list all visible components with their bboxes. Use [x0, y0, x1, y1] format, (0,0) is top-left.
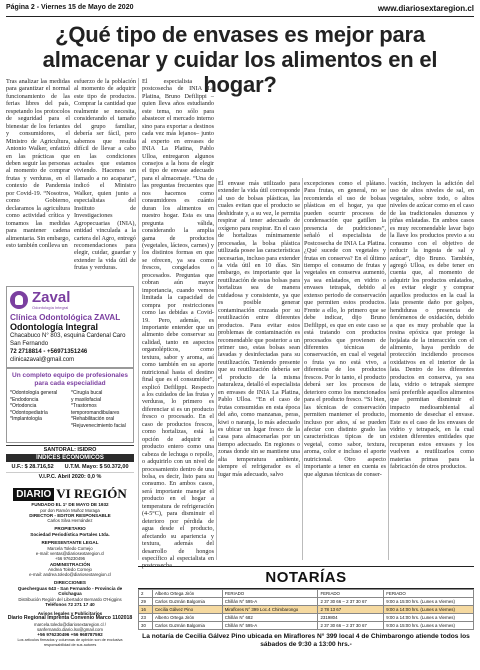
notaria-cell: 2 78 13 67: [318, 606, 384, 614]
print-label: Diario Regional Imprenta Convenio Marco 1102018: [7, 615, 133, 622]
disclaimer: Los artículos firmados y columnas de opinión son de exclusiva responsabilidad de sus autores: [17, 637, 123, 647]
founder: por don Ramón Muñoz Moraga: [40, 507, 100, 513]
notaria-cell: 2 37 30 66 – 2 37 30 67: [318, 622, 384, 630]
specialty-item: *Rehabilitación oral: [71, 416, 115, 422]
admin-name: Andrea Toledo Cornejo: [48, 567, 92, 573]
notaria-cell: FERIADO: [318, 590, 384, 598]
founded: FUNDADO EL 1° DE MAYO DE 1932: [31, 502, 109, 507]
notaria-cell: Carlos Guzmán Balgomia: [152, 622, 222, 630]
notaria-cell: 9:00 a 14:00 hrs. (Lunes a Viernes): [384, 606, 474, 614]
page-header: [6, 4, 474, 15]
zaval-address: Chacabuco N° 803, esquina Cardenal Caro: [10, 333, 126, 339]
zaval-title: Clínica Odontológica ZAVAL: [10, 313, 121, 322]
headline: ¿Qué tipo de envases es mejor para almacenar y cuidar los alimentos en el hogar?: [42, 22, 438, 97]
team-col-right: [71, 390, 130, 429]
column-rule: [388, 178, 389, 560]
newspaper-logo: [6, 486, 134, 502]
specialty-item: *Ortodoncia: [10, 403, 37, 409]
notarias-table: [138, 589, 474, 630]
zaval-city: San Fernando: [10, 341, 49, 347]
specialty-item: temporomandibulares: [71, 409, 120, 416]
notaria-cell: 23: [139, 614, 153, 622]
sales-label: Avisos legales y Publicitarios: [37, 610, 103, 616]
zaval-ad[interactable]: [6, 286, 134, 368]
logo-part-b: VI REGIÓN: [56, 486, 127, 501]
notaria-cell: Cecilia Gálvez Pino: [152, 606, 222, 614]
notarias-footer: La notaría de Cecilia Gálvez Pino ubicada en Miraflores N° 399 local 4 de Chimbarongo atiende todos los sábados de 9:30 a 13:00 hrs.-: [142, 633, 470, 648]
owner-name: Sociedad Periodística Portales Ltda.: [30, 531, 110, 537]
column-rule: [216, 178, 217, 560]
legal-mail[interactable]: e-mail: ventas@diariosextaregion.cl: [35, 551, 105, 557]
page-date: Página 2 - Viernes 15 de Mayo de 2020: [6, 4, 134, 11]
notaria-row: [139, 598, 474, 606]
notaria-cell: 9:00 a 14:00 hrs. (Lunes a Viernes): [384, 614, 474, 622]
zaval-subtitle: Odontología Integral: [10, 322, 98, 332]
column-rule: [302, 178, 303, 560]
admin-label: ADMINISTRACIÓN: [49, 561, 91, 567]
team-ad: [6, 368, 134, 443]
notaria-row: [139, 590, 474, 598]
zaval-logo: [10, 290, 130, 310]
masthead: [6, 486, 134, 648]
article-col-4: El envase más utilizado para extender la vida útil corresponde al uso de bolsas plásticas, las cuales evitan que el producto se deshidrate y, a su vez, le permita respirar al tener adecuado de oxígeno para respirar. En el caso de hortalizas mínimamente procesadas, la bolsa plástica utilizada posee las características necesarias, incluso para extender la vida útil en 10 días. Sin embargo, es importante que la reutilización de estas bolsas para hortalizas sea de manera cuidadosa y consistente, ya que es posible generar contaminación cruzada por su reutilización entre diferentes productos. Para evitar estos problemas de contaminación es recomendable que posterior a un primer uso, estas bolsas sean lavadas y desinfectadas para su reutilización. Teniendo presente que su reutilización debería ser el producto de la misma naturaleza, detalló el especialista en envases de INIA La Platina, Pablo Ulloa. “En el caso de frutas consumidas en esta época del año, como manzanas, peras, kiwi o naranja, lo más adecuado es ubicar un lugar fresco de la casa para almacenarlas por un tiempo adecuado. En regiones o zonas donde sin se mantiene una alta temperatura ambiente, siempre el refrigerador es el lugar más adecuado, salvo: [218, 180, 300, 478]
specialty-item: *Rejuvenecimiento facial: [71, 422, 126, 429]
notaria-cell: Chillán N° 682: [222, 614, 318, 622]
print-phones: +56 976230496 +56 968787592: [37, 632, 103, 638]
article-col-1: Tras analizar las medidas para garantizar el normal funcionamiento de las ferias libres del país, respetando los protocolos de seguridad para el bienestar de los feriantes y consumidores, el Ministro de Agricultura, Antonio Walker, enfatizó en las prácticas que deben seguir las personas al momento de comprar frutas y verduras, en el contexto de Pandemia por Covid-19. “Nosotros, como Gobierno, declaramos la agricultura como actividad crítica y tomamos las medidas para mantener cadena alimentaria. Sin embargo, esto también conlleva un: [6, 78, 70, 249]
specialty-item: *Endodoncia: [10, 396, 39, 403]
notaria-cell: 2319804: [318, 614, 384, 622]
site-url[interactable]: www.diariosextaregion.cl: [377, 4, 474, 13]
zaval-email[interactable]: clinicazaval@gmail.com: [10, 357, 75, 363]
article-col-3: El especialista en postcosecha de INIA La Platina, Bruno Defilippi –quien lleva años estudiando este tema, no sólo para abastecer el mercado interno sino para exportar a destinos cada vez más lejanos– junto al experto en envases de INIA La Platina, Pablo Ulloa, entregaron algunos consejos a la hora de elegir el tipo de envase adecuado para el almacenaje. “Una de las preguntas frecuentes que nos hacemos como consumidores es cuánto duran los alimentos en nuestro hogar. Esta es una pregunta válida, considerando la amplia gama de productos (vegetales, lácteos, carnes) y los distintos formas en que se ofrecen, ya sea como frescos, congelados o procesados. Preguntas que cobran aún mayor importancia, cuando vemos limitada la capacidad de compra por restricciones como las debidas a Covid-19. Pero, además, es importante entender que un alimento debe conservar su calidad, tanto en aspectos organolépticos, como textura, sabor y aroma, así como también en su aporte nutricional hasta el destino final que es el consumidor”, explicó Defilippi. Respecto a los cuidados de las frutas y verduras, lo primero es diferenciar si es un producto fresco o procesado. En el caso de productos frescos, como hortalizas, está la opción de adquirir el producto entero como una cabeza de lechuga o repollo, o adquirirlo con un nivel de procesamiento dentro de una bolsa, es decir, listo para su consumo. En ambos casos, será importante manejar el producto en el hogar a temperatura de refrigeración (4-5°C), para disminuir el deterioro por pérdida de agua desde el producto, afectando su apariencia y textura, además del desarrollo de hongos específico al especialista en postcosecha.: [142, 78, 214, 570]
notaria-row: [139, 614, 474, 622]
specialty-item: *Odontopediatría: [10, 409, 48, 416]
zaval-phones: 72 2718814 - +56971351246: [10, 349, 88, 355]
utm-value: U.T.M. Mayo: $ 50.372,00: [64, 464, 129, 470]
direction-1: Quecherguas 643 - San Fernando - Provincia de Colchagua: [17, 585, 123, 597]
specialty-item: y maxilofacial: [71, 396, 102, 403]
notaria-cell: Carlos Guzmán Balgomia: [152, 598, 222, 606]
legal-name: Marcela Toledo Cornejo: [47, 545, 93, 551]
article-col-5: excepciones como el plátano. Para frutas, en general, no se recomienda el uso de bolsas plásticas en el hogar, ya que pueden ocurrir procesos de condensación que gatillen la presencia de pudriciones”, señaló el especialista de Postcosecha de INIA La Platina. ¿Qué sucede con vegetales y frutas en conserva? En el último tiempo el consumo de frutas y vegetales en conserva aumentó, ya sea enlatados, en vidrio o envases tetrapak, debido al extenso periodo de conservación que permiten estos productos. Frente a ello, lo primero que se debe indicar, dijo Bruno Defilippi, es que en este caso se está tratando con productos procesados que provienen de diferentes técnicas de conservación, en cual el vegetal o fruta ya no está vivo, a diferencia de los productos frescos. Por lo tanto, el producto deberá ser los procesos de deterioro como los mencionados para el producto fresco. “Si bien, las técnicas de conservación permiten mantener el producto, incluso por años, sí se pueden afectar con distinto grado las características típicas de un vegetal, como sabor, textura, aroma, color e incluso el aporte nutricional. Otro aspecto importante a tener en cuenta es que algunas técnicas de conser-: [304, 180, 386, 478]
directions-label: DIRECCIONES: [54, 580, 86, 586]
indices-row: [6, 462, 134, 473]
notaria-cell: 16: [139, 606, 153, 614]
uf-value: U.F.: $ 28.716,52: [11, 464, 54, 470]
notaria-cell: 2 37 30 66 – 2 37 30 67: [318, 598, 384, 606]
specialty-item: *Trastornos: [71, 403, 97, 409]
team-heading: Un completo equipo de profesionales para cada especialidad: [12, 372, 128, 387]
notaria-cell: 2: [139, 590, 153, 598]
logo-part-a: DIARIO: [13, 488, 54, 501]
owner-label: PROPIETARIO: [54, 526, 86, 532]
column-rule: [138, 78, 139, 560]
specialty-item: *Cirugía bucal: [71, 390, 103, 396]
team-col-left: [10, 390, 69, 429]
notaria-cell: FERIADO: [222, 590, 318, 598]
zaval-brand: Zaval: [32, 289, 71, 306]
notarias-title: NOTARÍAS: [138, 566, 474, 589]
zaval-brand-sub: Odontología Integral: [32, 305, 69, 310]
tooth-icon: [10, 291, 28, 309]
specialty-item: *Implantología: [10, 416, 42, 422]
notaria-cell: 9:00 a 15:00 hrs. (Lunes a Viernes): [384, 622, 474, 630]
indices-title: ÍNDICES ECONÓMICOS: [6, 454, 134, 462]
notaria-cell: 30: [139, 622, 153, 630]
print-mail[interactable]: marcela.toledo@diariosextaregion.cl / sanfernando.diario.lsx@gmail.com: [34, 621, 106, 632]
notaria-cell: Miraflores N° 399 Loc.4 Chimbarongo: [222, 606, 318, 614]
header-rule: [6, 16, 474, 17]
notaria-cell: FERIADO: [384, 590, 474, 598]
direction-3: Teléfonos 72 271 17 40: [45, 602, 95, 608]
notaria-row: [139, 606, 474, 614]
article-col-2: esfuerzo de la población al momento de adquirir este tipo de productos. Comprar la cantidad que realmente se necesita, considerando el tamaño del grupo familiar, debería ser fácil, pero sabemos que resulta difícil de llevar a cabo en las condiciones actuales que estamos viviendo. Hacemos un llamado a no acaparar”, indicó el Ministro Walker, quien junto a especialistas del Instituto de Investigaciones Agropecuarias (INIA), entidad vinculada a la cartera del Agro, entregó recomendaciones para elegir, cuidar, guardar y extender la vida útil de frutas y verduras.: [74, 78, 136, 272]
legal-phone: +56 976230496: [55, 556, 85, 562]
specialty-item: *Odontología general: [10, 390, 58, 396]
notaria-cell: Chillán N° 595-A: [222, 598, 318, 606]
legal-label: REPRESENTANTE LEGAL: [41, 540, 99, 546]
economic-indices: [6, 445, 134, 481]
direction-2: Distribución Región del Libertador Bernardo O'Higgins: [18, 596, 122, 602]
article-col-6: vación, incluyen la adición del uso de altos niveles de sal, en vegetales, sobre todo, o altos niveles de azúcar como en el caso de las tradicionales duraznos y piñas enlatadas. En ambos casos es muy recomendable lavar bajo la llave los productos previo a su consumo con el objetivo de reducir la ingesta de sal y azúcar”, dijo Bruno. También, agregó Ulloa, es debe tener en cuenta que, al momento de adquirir los productos enlatados, es evitar elegir y comprar aquellos productos en la cual la lata presente daño por golpes, hendiduras o presencia de fenómenos de oxidación, debido a que es muy probable que la resina epóxica que protege la hojalata de la interacción con el alimento, haya perdido de protección incidiendo procesos oxidativos en el interior de la lata. Dentro de los diferentes productos en conserva, ya sea lata, vidrio o tetrapak siempre será preferible aquellos alimentos que permitan disminuir el impacto medioambiental al momento de desechar el envase. Este es el caso de los envases de vidrio y tetrapack, en la cual existen diferentes entidades que recuperan estos envases y los vuelven a reutilizarlos como materias primas para la fabricación de otros productos.: [390, 180, 474, 471]
santoral: SANTORAL: ISIDRO: [6, 445, 134, 453]
notaria-cell: Chillán N° 595-A: [222, 622, 318, 630]
director-name: Carlos Silva Hernández: [47, 518, 93, 524]
notarias-section: [138, 566, 474, 649]
director-label: DIRECTOR - EDITOR RESPONSABLE: [29, 512, 111, 518]
notaria-cell: Alberto Ortega Jirón: [152, 590, 222, 598]
notaria-cell: 9:00 a 15:00 hrs. (Lunes a Viernes): [384, 598, 474, 606]
vipc-value: V.I.P.C. Abril 2020: 0,0 %: [38, 474, 102, 480]
notaria-row: [139, 622, 474, 630]
admin-mail[interactable]: e-mail: andrea.toledo@diariosextaregion.cl: [29, 572, 111, 578]
notaria-cell: Alberto Ortega Jirón: [152, 614, 222, 622]
notaria-cell: 29: [139, 598, 153, 606]
